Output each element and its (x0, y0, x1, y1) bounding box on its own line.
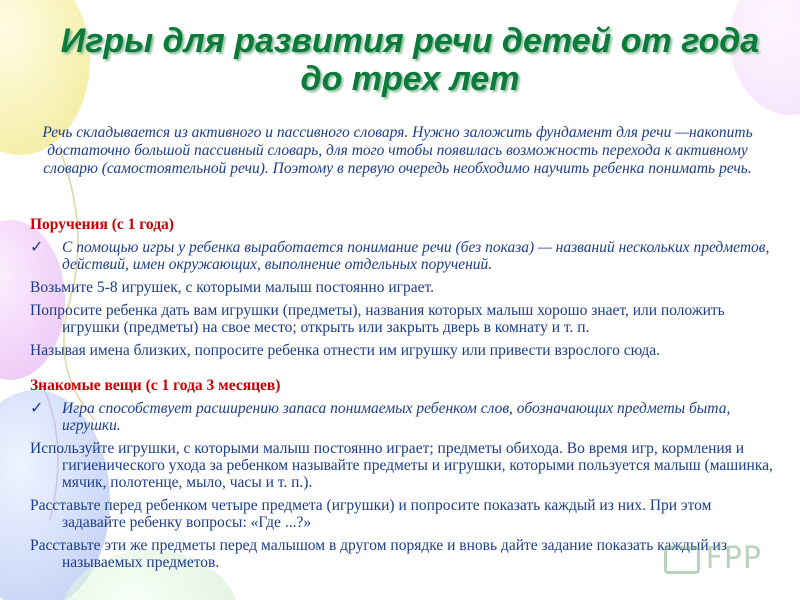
checkmark-icon: ✓ (30, 398, 44, 417)
paragraph: Расставьте эти же предметы перед малышом в другом порядке и вновь дайте задание показать каждый из называемых предметов. (30, 537, 727, 571)
section-heading-orders: Поручения (с 1 года) (30, 216, 174, 233)
section-heading-familiar-things: Знакомые вещи (с 1 года 3 месяцев) (30, 377, 281, 394)
page-title: Игры для развития речи детей от года до трех лет (60, 22, 760, 98)
paragraph: Расставьте перед ребенком четыре предмета (игрушки) и попросите показать каждый из них. При этом задавайте ребенку вопросы: «Где ...?» (30, 497, 712, 531)
watermark-logo (664, 541, 762, 576)
bullet-item (30, 239, 775, 273)
intro-paragraph: Речь складывается из активного и пассивного словаря. Нужно заложить фундамент для речи —накопить достаточно большой пассивный словарь, для того чтобы появилась возможность перехода к активному словарю (самостоятельной речи). Поэтому в первую очередь необходимо научить ребенка понимать речь. (42, 124, 753, 177)
checkmark-icon: ✓ (30, 237, 44, 256)
paragraph: Называя имена близких, попросите ребенка отнести им игрушку или привести взрослого сюда. (30, 342, 661, 359)
spacer (30, 365, 775, 377)
paragraph: Возьмите 5-8 игрушек, с которыми малыш постоянно играет. (30, 279, 434, 296)
content-body (30, 216, 775, 577)
bullet-text: Игра способствует расширению запаса понимаемых ребенком слов, обозначающих предметы быта, игрушки. (62, 400, 731, 434)
paragraph: Попросите ребенка дать вам игрушки (предметы), названия которых малыш хорошо знает, или положить игрушки (предметы) на свое место; открыть или закрыть дверь в комнату и т. п. (30, 302, 725, 336)
logo-text: FPP (705, 541, 762, 576)
paragraph: Используйте игрушки, с которыми малыш постоянно играет; предметы обихода. Во время игр, кормления и гигиенического ухода за ребенком называйте предметы и игрушки, которыми пользуется малыш (машинка, мячик, полотенце, мыло, часы и т. п.). (30, 440, 773, 491)
logo-mark-icon (664, 546, 700, 574)
bullet-item (30, 400, 775, 434)
bullet-text: С помощью игры у ребенка выработается понимание речи (без показа) — названий нескольких предметов, действий, имен окружающих, выполнение отдельных поручений. (62, 239, 770, 273)
